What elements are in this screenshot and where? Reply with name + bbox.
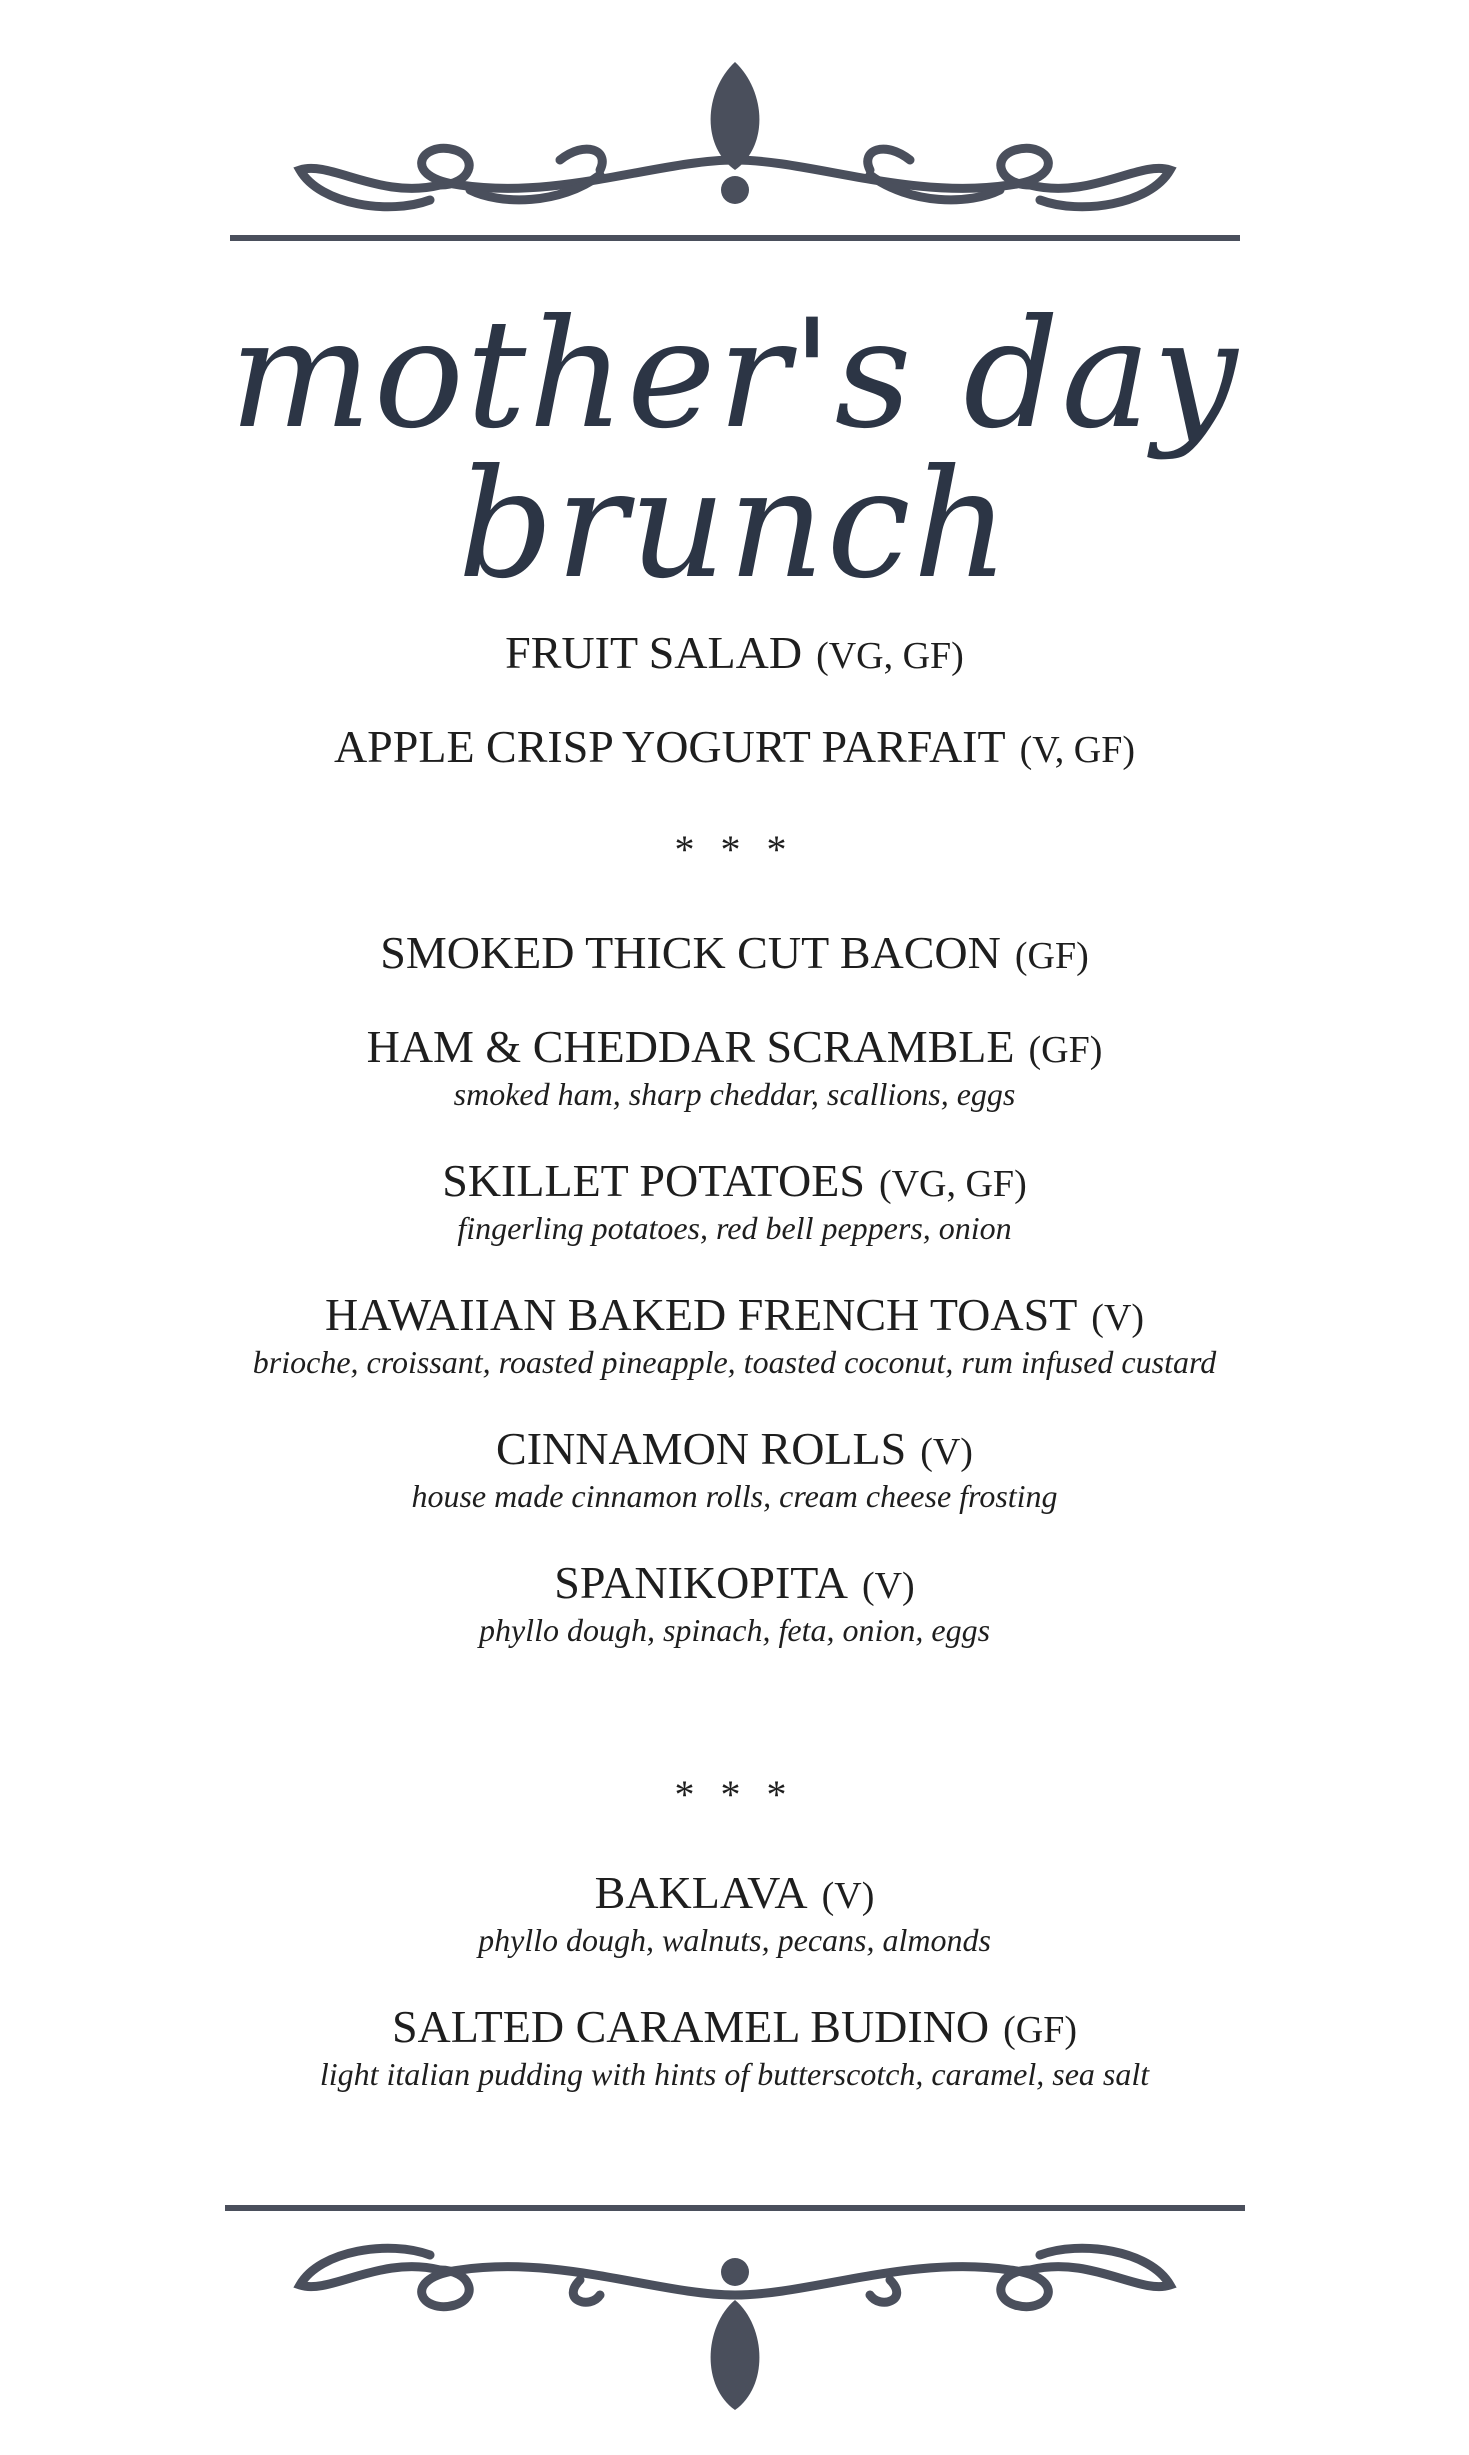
menu-item-description: phyllo dough, spinach, feta, onion, eggs [478, 1612, 991, 1648]
menu-item-dietary-tags: (V) [920, 1431, 973, 1473]
menu-item-name: BAKLAVA [594, 1867, 808, 1918]
menu-item-description: fingerling potatoes, red bell peppers, onion [457, 1210, 1012, 1246]
separator-2: * * * [674, 1772, 795, 1817]
menu-item-dietary-tags: (GF) [1014, 935, 1089, 977]
menu-item-description: house made cinnamon rolls, cream cheese frosting [411, 1478, 1058, 1514]
menu-item-name: FRUIT SALAD [505, 627, 803, 678]
menu-item-dietary-tags: (VG, GF) [878, 1163, 1027, 1205]
menu-item-description: brioche, croissant, roasted pineapple, toasted coconut, rum infused custard [252, 1344, 1217, 1380]
menu-item [0, 2001, 1469, 2092]
menu-section-desserts [0, 1867, 1469, 2138]
menu-item-description: phyllo dough, walnuts, pecans, almonds [478, 1922, 991, 1958]
menu-item-line [0, 2001, 1469, 2052]
bottom-scroll-ornament [0, 2200, 1469, 2455]
menu-item-name: SALTED CARAMEL BUDINO [391, 2001, 990, 2052]
menu-item-name: HAM & CHEDDAR SCRAMBLE [366, 1021, 1015, 1072]
menu-item-line [0, 1423, 1469, 1474]
menu-item-name: SKILLET POTATOES [442, 1155, 865, 1206]
menu-item [0, 721, 1469, 772]
menu-item [0, 1289, 1469, 1380]
menu-item-line [0, 927, 1469, 978]
menu-item-name: SMOKED THICK CUT BACON [380, 927, 1001, 978]
menu-item-name: CINNAMON ROLLS [496, 1423, 907, 1474]
menu-item-dietary-tags: (GF) [1003, 2009, 1078, 2051]
menu-item-line [0, 627, 1469, 678]
page-title: mother's day brunch [229, 288, 1240, 612]
menu-item [0, 627, 1469, 678]
menu-item-name: APPLE CRISP YOGURT PARFAIT [333, 721, 1006, 772]
menu-item-dietary-tags: (V) [1091, 1297, 1145, 1339]
menu-item-name: SPANIKOPITA [554, 1557, 848, 1608]
menu-section-mains [0, 927, 1469, 1694]
menu-section-starters [0, 627, 1469, 818]
separator-1: * * * [674, 827, 795, 872]
menu-item-line [0, 1867, 1469, 1918]
menu-item [0, 927, 1469, 978]
top-scroll-ornament [0, 0, 1469, 300]
menu-item-dietary-tags: (GF) [1028, 1029, 1103, 1071]
menu-item-line [0, 1155, 1469, 1206]
menu-item-dietary-tags: (V) [861, 1565, 915, 1607]
menu-item-description: light italian pudding with hints of butterscotch, caramel, sea salt [319, 2056, 1150, 2092]
menu-item [0, 1867, 1469, 1958]
menu-item-line [0, 1289, 1469, 1340]
menu-item-dietary-tags: (VG, GF) [816, 635, 964, 677]
menu-item-line [0, 721, 1469, 772]
menu-item-line [0, 1021, 1469, 1072]
menu-item [0, 1423, 1469, 1514]
menu-item-dietary-tags: (V) [821, 1875, 875, 1917]
menu-item-name: HAWAIIAN BAKED FRENCH TOAST [324, 1289, 1078, 1340]
menu-item [0, 1155, 1469, 1246]
menu-item [0, 1021, 1469, 1112]
menu-item-description: smoked ham, sharp cheddar, scallions, eggs [453, 1076, 1016, 1112]
menu-item-dietary-tags: (V, GF) [1019, 729, 1136, 771]
menu-item-line [0, 1557, 1469, 1608]
menu-item [0, 1557, 1469, 1648]
